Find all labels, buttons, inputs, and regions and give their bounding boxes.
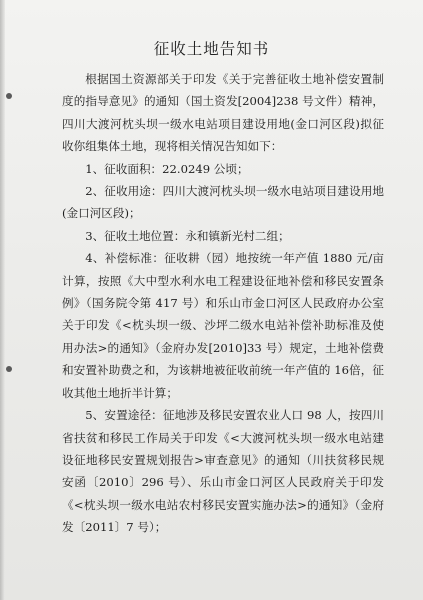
page-left-edge (0, 0, 5, 600)
document-title: 征收土地告知书 (153, 40, 270, 58)
item-resettlement-paragraph: 5、安置途径：征地涉及移民安置农业人口 98 人，按四川省扶贫和移民工作局关于印发《<大渡河枕头坝一级水电站建设征地移民安置规划报告>审查意见》的通知（川扶贫移民规安函〔2010〕296 号）、乐山市金口河区人民政府关于印发《<枕头坝一级水电站农村移民安置实施办法>的通知》（金府发〔2011〕7 号）； (62, 408, 384, 535)
intro-paragraph: 根据国土资源部关于印发《关于完善征收土地补偿安置制度的指导意见》的通知（国土资发[2004]238 号文件）精神，四川大渡河枕头坝一级水电站项目建设用地(金口河区段)拟征收你组集体土地，现将相关情况告知如下： (62, 72, 384, 154)
item-purpose-paragraph: 2、征收用途：四川大渡河枕头坝一级水电站项目建设用地(金口河区段)； (62, 184, 384, 221)
item-compensation-paragraph: 4、补偿标准：征收耕（园）地按统一年产值 1880 元/亩计算，按照《大中型水利水电工程建设征地补偿和移民安置条例》（国务院令第 417 号）和乐山市金口河区人民政府办公室关于印发《<枕头坝一级、沙坪二级水电站补偿补助标准及使用办法>的通知》（金府办发[2010]33 号）规定，土地补偿费和安置补助费之和，为该耕地被征收前统一年产值的 16倍，征收其他土地折半计算； (62, 251, 384, 400)
item-area-paragraph: 1、征收面积：22.0249 公顷； (85, 161, 249, 176)
binding-hole-bottom (6, 366, 12, 372)
document-body (62, 68, 384, 539)
item-location-paragraph: 3、征收土地位置：永和镇新光村二组； (85, 228, 290, 243)
binding-hole-top (6, 93, 12, 99)
